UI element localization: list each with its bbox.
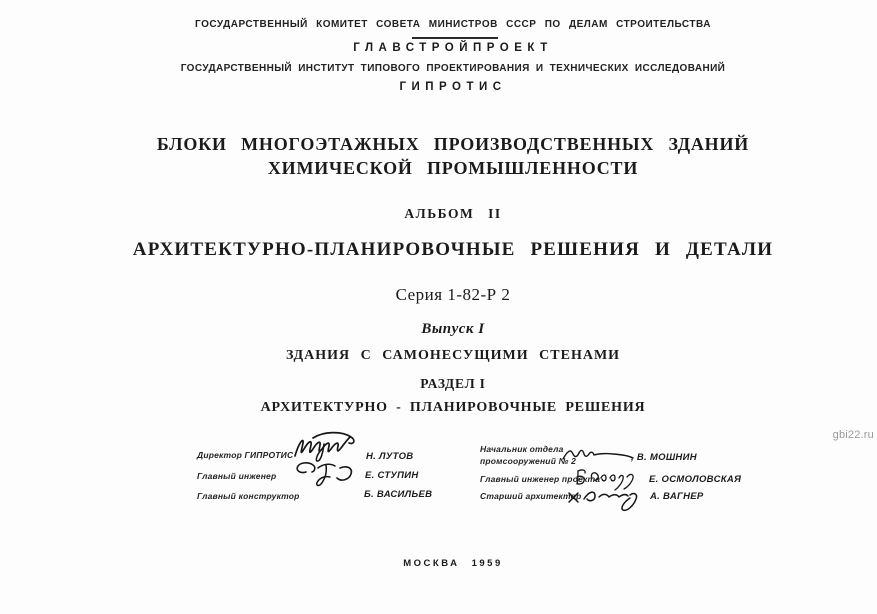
role-chief-engineer: Главный инженер <box>197 471 277 481</box>
name-lutov: Н. ЛУТОВ <box>366 451 414 462</box>
section-title: АРХИТЕКТУРНО - ПЛАНИРОВОЧНЫЕ РЕШЕНИЯ <box>260 400 646 415</box>
series-number: Серия 1-82-Р 2 <box>395 285 511 304</box>
issue-title: ЗДАНИЯ С САМОНЕСУЩИМИ СТЕНАМИ <box>285 348 621 363</box>
role-chief-project-engineer: Главный инженер проекта <box>480 474 601 484</box>
subtitle: АРХИТЕКТУРНО-ПЛАНИРОВОЧНЫЕ РЕШЕНИЯ И ДЕТАЛИ <box>132 239 774 260</box>
issue-number: Выпуск I <box>421 321 485 337</box>
signature-moshnin <box>561 444 635 464</box>
main-title-line2: ХИМИЧЕСКОЙ ПРОМЫШЛЕННОСТИ <box>267 158 639 178</box>
org-giprotis: ГИПРОТИС <box>399 81 507 93</box>
site-watermark: gbi22.ru <box>832 429 874 441</box>
signature-vagner <box>563 483 645 513</box>
org-institute-line: ГОСУДАРСТВЕННЫЙ ИНСТИТУТ ТИПОВОГО ПРОЕКТИРОВАНИЯ И ТЕХНИЧЕСКИХ ИССЛЕДОВАНИЙ <box>180 63 726 74</box>
name-vasilyev: Б. ВАСИЛЬЕВ <box>364 489 433 500</box>
name-stupin: Е. СТУПИН <box>365 470 419 481</box>
role-chief-designer: Главный конструктор <box>197 491 300 501</box>
main-title-line1: БЛОКИ МНОГОЭТАЖНЫХ ПРОИЗВОДСТВЕННЫХ ЗДАНИЙ <box>156 134 750 154</box>
role-department-head: Начальник отдела промсооружений № 2 <box>480 444 577 467</box>
name-osmolovskaya: Е. ОСМОЛОВСКАЯ <box>649 474 742 485</box>
role-director: Директор ГИПРОТИС <box>197 450 294 460</box>
org-glavstroyproekt: ГЛАВСТРОЙПРОЕКТ <box>353 42 553 54</box>
album-number: АЛЬБОМ II <box>404 206 502 221</box>
role-senior-architect: Старший архитектор <box>480 491 582 501</box>
section-number: РАЗДЕЛ I <box>420 376 486 391</box>
signature-stupin <box>292 459 358 491</box>
name-vagner: А. ВАГНЕР <box>650 491 704 502</box>
imprint-city-year: МОСКВА 1959 <box>403 558 503 569</box>
name-moshnin: , В. МОШНИН <box>631 452 697 463</box>
org-committee-line: ГОСУДАРСТВЕННЫЙ КОМИТЕТ СОВЕТА МИНИСТРОВ СССР ПО ДЕЛАМ СТРОИТЕЛЬСТВА <box>195 19 711 30</box>
header-divider-rule <box>412 37 498 39</box>
